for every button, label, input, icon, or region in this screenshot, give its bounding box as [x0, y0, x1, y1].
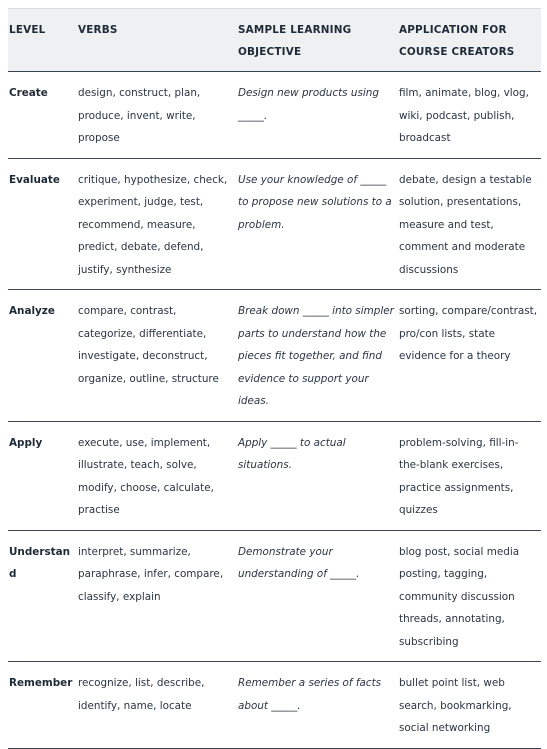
- objective-cell: Apply _____ to actual situations.: [238, 421, 399, 530]
- header-verbs: VERBS: [78, 9, 238, 72]
- bloom-taxonomy-table-container: [8, 8, 541, 749]
- application-cell: problem-solving, fill-in-the-blank exercises, practice assignments, quizzes: [399, 421, 541, 530]
- objective-cell: Design new products using _____.: [238, 72, 399, 159]
- header-row: [8, 9, 541, 72]
- header-objective: SAMPLE LEARNING OBJECTIVE: [238, 9, 399, 72]
- verbs-cell: compare, contrast, categorize, differentiate, investigate, deconstruct, organize, outline, structure: [78, 290, 238, 422]
- level-cell: Apply: [8, 421, 78, 530]
- objective-cell: Break down _____ into simpler parts to understand how the pieces fit together, and find evidence to support your ideas.: [238, 290, 399, 422]
- verbs-cell: interpret, summarize, paraphrase, infer, compare, classify, explain: [78, 530, 238, 662]
- table-row: [8, 290, 541, 422]
- objective-cell: Use your knowledge of _____ to propose new solutions to a problem.: [238, 158, 399, 290]
- table-header: [8, 9, 541, 72]
- verbs-cell: execute, use, implement, illustrate, teach, solve, modify, choose, calculate, practise: [78, 421, 238, 530]
- level-cell: Evaluate: [8, 158, 78, 290]
- verbs-cell: design, construct, plan, produce, invent, write, propose: [78, 72, 238, 159]
- level-cell: Understand: [8, 530, 78, 662]
- table-row: [8, 662, 541, 749]
- application-cell: blog post, social media posting, tagging, community discussion threads, annotating, subscribing: [399, 530, 541, 662]
- table-row: [8, 421, 541, 530]
- verbs-cell: recognize, list, describe, identify, name, locate: [78, 662, 238, 749]
- level-cell: Create: [8, 72, 78, 159]
- table-body: [8, 72, 541, 749]
- header-level: LEVEL: [8, 9, 78, 72]
- table-row: [8, 530, 541, 662]
- level-cell: Remember: [8, 662, 78, 749]
- application-cell: film, animate, blog, vlog, wiki, podcast, publish, broadcast: [399, 72, 541, 159]
- bloom-taxonomy-table: [8, 8, 541, 749]
- application-cell: sorting, compare/contrast, pro/con lists, state evidence for a theory: [399, 290, 541, 422]
- objective-cell: Remember a series of facts about _____.: [238, 662, 399, 749]
- level-cell: Analyze: [8, 290, 78, 422]
- objective-cell: Demonstrate your understanding of _____.: [238, 530, 399, 662]
- table-row: [8, 72, 541, 159]
- application-cell: bullet point list, web search, bookmarking, social networking: [399, 662, 541, 749]
- header-application: APPLICATION FOR COURSE CREATORS: [399, 9, 541, 72]
- verbs-cell: critique, hypothesize, check, experiment, judge, test, recommend, measure, predict, debate, defend, justify, synthesize: [78, 158, 238, 290]
- application-cell: debate, design a testable solution, presentations, measure and test, comment and moderate discussions: [399, 158, 541, 290]
- table-row: [8, 158, 541, 290]
